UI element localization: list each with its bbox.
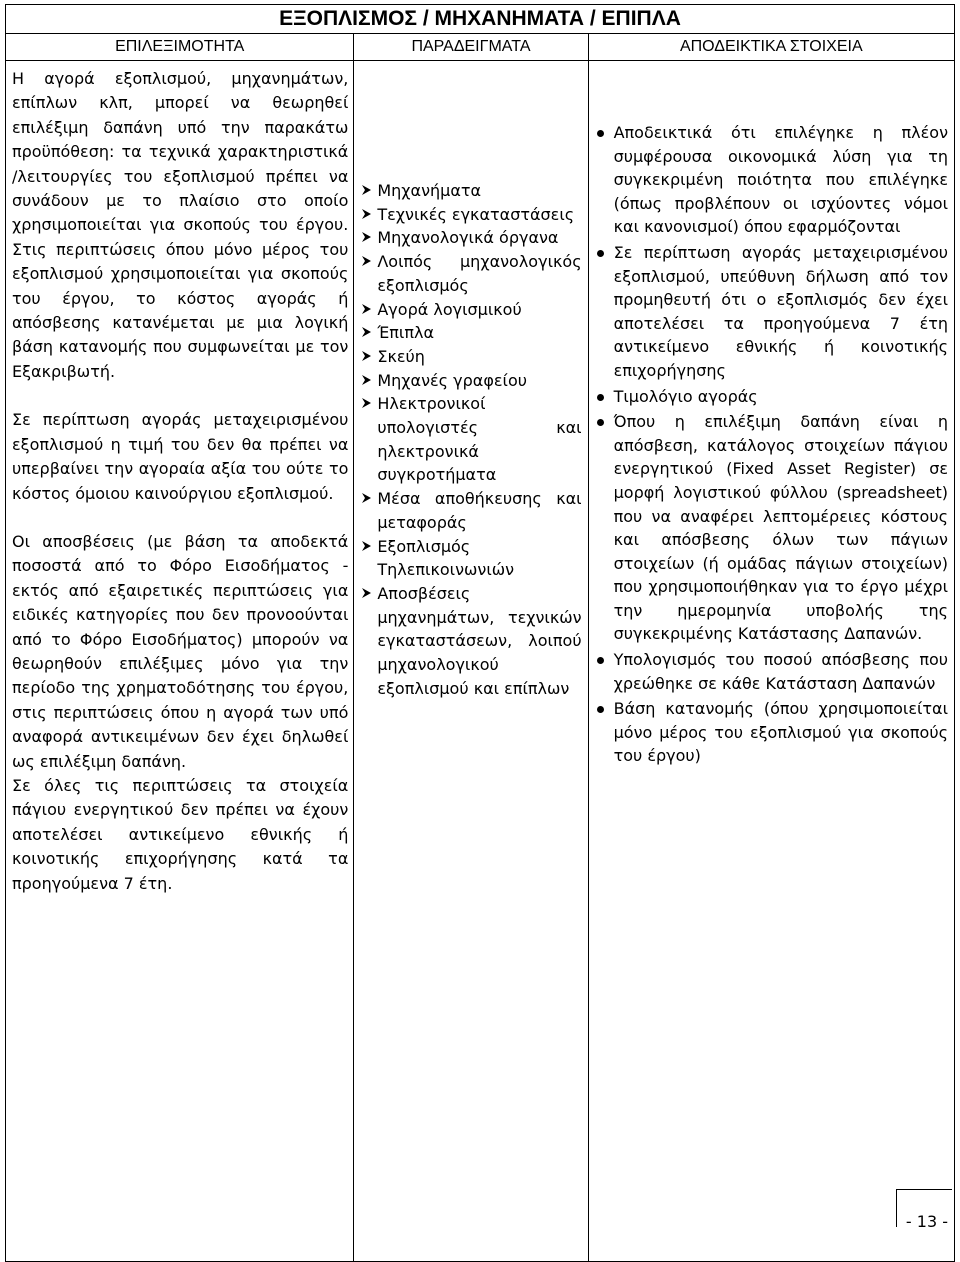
eligibility-paragraph: Σε περίπτωση αγοράς μεταχειρισμένου εξοπλισμού η τιμή του δεν θα πρέπει να υπερβαίνει την αγοραία αξία του ούτε το κόστος όμοιου καινούργιου εξοπλισμού. bbox=[12, 410, 349, 503]
footer-rule bbox=[897, 1189, 952, 1190]
list-item bbox=[593, 648, 948, 695]
header-examples: ΠΑΡΑΔΕΙΓΜΑΤΑ bbox=[354, 34, 588, 61]
eligibility-paragraph: Η αγορά εξοπλισμού, μηχανημάτων, επίπλων κλπ, μπορεί να θεωρηθεί επιλέξιμη δαπάνη υπό την παρακάτω προϋπόθεση: τα τεχνικά χαρακτηριστικά /λειτουργίες του εξοπλισμού πρέπει να συνάδουν με το πλαίσιο στο οποίο χρησιμοποιείται για σκοπούς του έργου. Στις περιπτώσεις όπου μόνο μέρος του εξοπλισμού χρησιμοποιείται για σκοπούς του έργου, το κόστος αγοράς ή απόσβεσης κατανέμεται με μια λογική βάση κατανομής που συμφωνείται με τον Εξακριβωτή. bbox=[12, 69, 349, 381]
eligibility-cell bbox=[6, 61, 354, 1262]
bullet-dot-icon bbox=[597, 706, 604, 713]
list-item bbox=[359, 369, 581, 393]
arrow-bullet-icon bbox=[359, 535, 375, 557]
list-item bbox=[359, 321, 581, 345]
example-label: Μέσα αποθήκευσης και μεταφοράς bbox=[377, 489, 582, 532]
examples-cell bbox=[354, 61, 588, 1262]
arrow-bullet-icon bbox=[359, 487, 375, 509]
header-evidence: ΑΠΟΔΕΙΚΤΙΚΑ ΣΤΟΙΧΕΙΑ bbox=[588, 34, 954, 61]
bullet-dot-icon bbox=[597, 130, 604, 137]
list-item bbox=[359, 487, 581, 534]
arrow-bullet-icon bbox=[359, 226, 375, 248]
list-item bbox=[359, 582, 581, 701]
table-title: ΕΞΟΠΛΙΣΜΟΣ / ΜΗΧΑΝΗΜΑΤΑ / ΕΠΙΠΛΑ bbox=[6, 5, 955, 34]
example-label: Μηχανές γραφείου bbox=[377, 370, 527, 390]
evidence-label: Αποδεικτικά ότι επιλέγηκε η πλέον συμφέρουσα οικονομικά λύση για τη συγκεκριμένη ποιότητα που επιλέγηκε (όπως προβλέπουν οι ισχύοντες νόμοι και κανονισμοί) όπου εφαρμόζονται bbox=[613, 123, 948, 237]
list-item bbox=[359, 250, 581, 297]
header-eligibility: ΕΠΙΛΕΞΙΜΟΤΗΤΑ bbox=[6, 34, 354, 61]
example-label: Αγορά λογισμικού bbox=[377, 299, 522, 319]
page bbox=[5, 4, 955, 1262]
list-item bbox=[593, 121, 948, 239]
evidence-label: Όπου η επιλέξιμη δαπάνη είναι η απόσβεση, κατάλογος στοιχείων πάγιου ενεργητικού (Fixed Asset Register) σε μορφή λογιστικού φύλλου (spreadsheet) που να αναφέρει λεπτομέρειες κόστους και απόσβεσης όλων των πάγιων στοιχείων (ή ομάδας πάγιων στοιχείων) που χρησιμοποιήθηκαν για το έργο μέχρι την ημερομηνία υποβολής της συγκεκριμένης Κατάστασης Δαπανών. bbox=[613, 412, 948, 644]
arrow-bullet-icon bbox=[359, 392, 375, 414]
list-item bbox=[593, 241, 948, 383]
eligibility-paragraph: Οι αποσβέσεις (με βάση τα αποδεκτά ποσοστά από το Φόρο Εισοδήματος - εκτός από εξαιρετικές περιπτώσεις για ειδικές κατηγορίες που δεν προνοούνται από το Φόρο Εισοδήματος) μπορούν να θεωρηθούν επιλέξιμες μόνο για την περίοδο της χρηματοδότησης του έργου, στις περιπτώσεις όπου η αγορά των υπό αναφορά αντικειμένων δεν έχει δηλωθεί ως επιλέξιμη δαπάνη. bbox=[12, 531, 349, 771]
evidence-label: Βάση κατανομής (όπου χρησιμοποιείται μόνο μέρος του εξοπλισμού για σκοπούς του έργου) bbox=[613, 699, 948, 766]
list-item bbox=[359, 226, 581, 250]
bullet-dot-icon bbox=[597, 419, 604, 426]
example-label: Έπιπλα bbox=[377, 323, 434, 343]
list-item bbox=[593, 697, 948, 768]
list-item bbox=[359, 298, 581, 322]
list-item bbox=[593, 410, 948, 646]
example-label: Μηχανήματα bbox=[377, 181, 482, 200]
example-label: Τεχνικές εγκαταστάσεις bbox=[377, 204, 575, 224]
equipment-table bbox=[5, 4, 955, 1262]
list-item bbox=[359, 392, 581, 487]
example-label: Αποσβέσεις μηχανημάτων, τεχνικών εγκαταστάσεων, λοιπού μηχανολογικού εξοπλισμού και επίπλων bbox=[377, 583, 582, 698]
list-item bbox=[359, 179, 581, 203]
bullet-dot-icon bbox=[597, 394, 604, 401]
bullet-dot-icon bbox=[597, 250, 604, 257]
example-label: Μηχανολογικά όργανα bbox=[377, 228, 559, 248]
arrow-bullet-icon bbox=[359, 179, 375, 201]
arrow-bullet-icon bbox=[359, 369, 375, 391]
list-item bbox=[359, 345, 581, 369]
list-item bbox=[593, 385, 948, 409]
arrow-bullet-icon bbox=[359, 203, 375, 225]
arrow-bullet-icon bbox=[359, 345, 375, 367]
evidence-label: Τιμολόγιο αγοράς bbox=[613, 386, 758, 406]
examples-list bbox=[359, 179, 581, 700]
arrow-bullet-icon bbox=[359, 582, 375, 604]
arrow-bullet-icon bbox=[359, 298, 375, 320]
bullet-dot-icon bbox=[597, 657, 604, 664]
evidence-cell bbox=[588, 61, 954, 1262]
evidence-list bbox=[593, 121, 948, 768]
example-label: Εξοπλισμός Τηλεπικοινωνιών bbox=[377, 536, 515, 580]
list-item bbox=[359, 203, 581, 227]
eligibility-paragraph: Σε όλες τις περιπτώσεις τα στοιχεία πάγιου ενεργητικού δεν πρέπει να έχουν αποτελέσει αντικείμενο εθνικής ή κοινοτικής επιχορήγησης κατά τα προηγούμενα 7 έτη. bbox=[12, 775, 349, 893]
evidence-label: Υπολογισμός του ποσού απόσβεσης που χρεώθηκε σε κάθε Κατάσταση Δαπανών bbox=[613, 650, 948, 693]
example-label: Ηλεκτρονικοί υπολογιστές και ηλεκτρονικά συγκροτήματα bbox=[377, 394, 582, 485]
arrow-bullet-icon bbox=[359, 321, 375, 343]
arrow-bullet-icon bbox=[359, 250, 375, 272]
evidence-label: Σε περίπτωση αγοράς μεταχειρισμένου εξοπλισμού, υπεύθυνη δήλωση από τον προμηθευτή ότι ο εξοπλισμός δεν έχει αποτελέσει τα προηγούμενα 7 έτη αντικείμενο εθνικής ή κοινοτικής επιχορήγησης bbox=[613, 242, 948, 380]
page-number: - 13 - bbox=[905, 1212, 948, 1231]
example-label: Λοιπός μηχανολογικός εξοπλισμός bbox=[377, 252, 582, 295]
list-item bbox=[359, 535, 581, 582]
example-label: Σκεύη bbox=[377, 346, 425, 366]
